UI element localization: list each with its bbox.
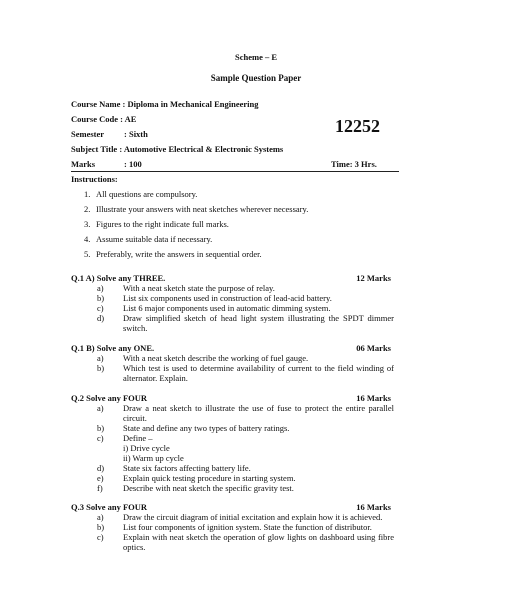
instruction-item: 4. Assume suitable data if necessary.: [84, 234, 213, 244]
question-item: b) List six components used in construction of lead-acid battery.: [97, 293, 332, 303]
question-item: c) Define –: [97, 433, 153, 443]
question-item: a) Draw a neat sketch to illustrate the use of fuse to protect the entire parallel circuit.: [97, 403, 394, 423]
instruction-item: 1. All questions are compulsory.: [84, 189, 198, 199]
instruction-item: 2. Illustrate your answers with neat sketches wherever necessary.: [84, 204, 309, 214]
divider-line: [71, 171, 399, 172]
subject-label: Subject Title: [71, 144, 118, 154]
marks-label: Marks: [71, 159, 96, 169]
instruction-item: 3. Figures to the right indicate full marks.: [84, 219, 229, 229]
semester-row: : Sixth: [124, 129, 148, 139]
course-name-label: Course Name: [71, 99, 121, 109]
question-item: a) Draw the circuit diagram of initial excitation and explain how it is achieved.: [97, 512, 383, 522]
instruction-item: 5. Preferably, write the answers in sequential order.: [84, 249, 262, 259]
question-item: e) Explain quick testing procedure in starting system.: [97, 473, 296, 483]
question-item: a) With a neat sketch state the purpose of relay.: [97, 283, 275, 293]
subject-row: Subject Title : Automotive Electrical & Electronic Systems: [71, 144, 284, 154]
question-item: d) State six factors affecting battery life.: [97, 463, 251, 473]
time-label: Time: 3 Hrs.: [331, 159, 377, 169]
course-name-row: Course Name : Diploma in Mechanical Engineering: [71, 99, 259, 109]
question-heading: Q.1 A) Solve any THREE. 12 Marks: [71, 273, 391, 283]
course-code-value: AE: [124, 114, 137, 124]
course-name-value: Diploma in Mechanical Engineering: [127, 99, 259, 109]
sub-item: i) Drive cycle: [123, 443, 170, 453]
question-item: f) Describe with neat sketch the specific gravity test.: [97, 483, 294, 493]
marks-value: 100: [128, 159, 142, 169]
question-item: c) Explain with neat sketch the operation of glow lights on dashboard using fibre optics.: [97, 532, 394, 552]
scheme-label: Scheme – E: [234, 52, 278, 62]
paper-title: Sample Question Paper: [210, 73, 302, 83]
course-code-row: Course Code : AE: [71, 114, 137, 124]
question-item: c) List 6 major components used in automatic dimming system.: [97, 303, 331, 313]
question-item: b) State and define any two types of battery ratings.: [97, 423, 290, 433]
question-item: b) List four components of ignition system. State the function of distributor.: [97, 522, 372, 532]
paper-code-number: 12252: [335, 116, 380, 136]
sub-item: ii) Warm up cycle: [123, 453, 184, 463]
course-code-label: Course Code: [71, 114, 118, 124]
semester-value: Sixth: [128, 129, 148, 139]
question-item: d) Draw simplified sketch of head light system illustrating the SPDT dimmer switch.: [97, 313, 394, 333]
question-item: a) With a neat sketch describe the working of fuel gauge.: [97, 353, 309, 363]
instructions-heading: Instructions:: [71, 174, 118, 184]
subject-value: Automotive Electrical & Electronic Systems: [123, 144, 284, 154]
marks-row: : 100: [124, 159, 142, 169]
question-heading: Q.2 Solve any FOUR 16 Marks: [71, 393, 391, 403]
question-item: b) Which test is used to determine availability of current to the field winding of alternator. Explain.: [97, 363, 394, 383]
question-heading: Q.3 Solve any FOUR 16 Marks: [71, 502, 391, 512]
semester-label: Semester: [71, 129, 105, 139]
question-heading: Q.1 B) Solve any ONE. 06 Marks: [71, 343, 391, 353]
